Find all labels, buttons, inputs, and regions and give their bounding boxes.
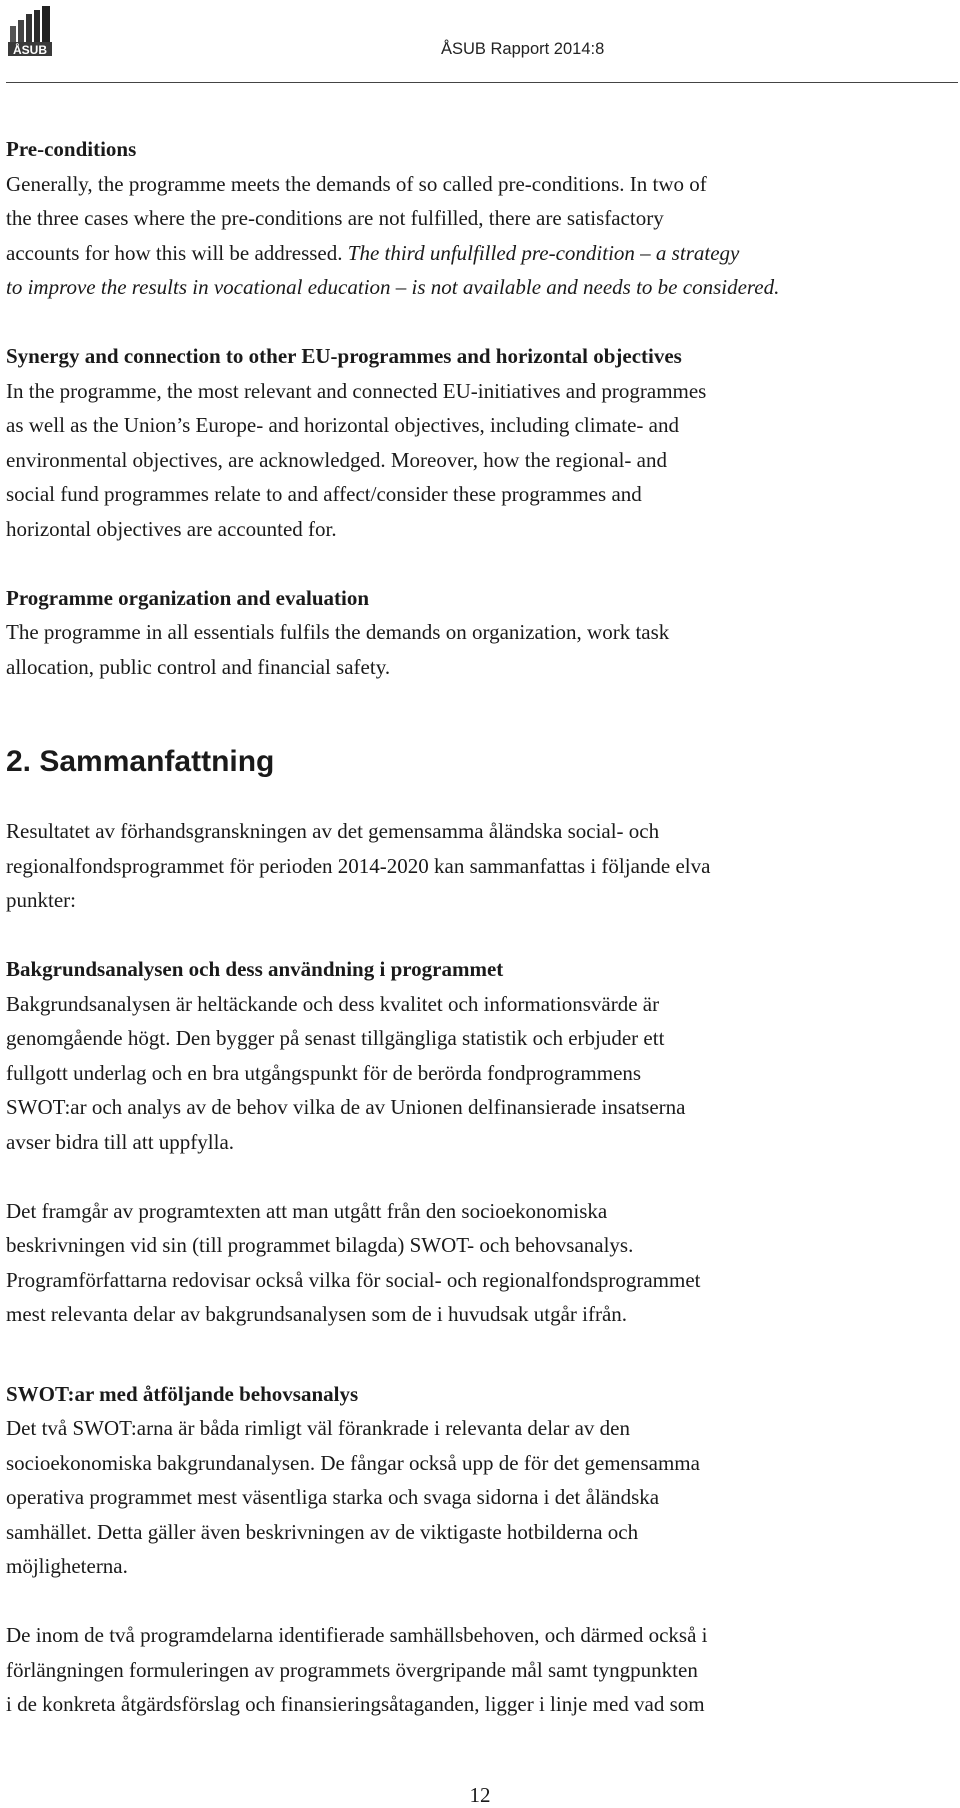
- text-line: The programme in all essentials fulfils the demands on organization, work task: [6, 620, 670, 644]
- document-body: [6, 132, 958, 1722]
- text-line: genomgående högt. Den bygger på senast tillgängliga statistik och erbjuder ett: [6, 1026, 665, 1050]
- logo-text: ÅSUB: [12, 43, 48, 57]
- text-line: Resultatet av förhandsgranskningen av det gemensamma åländska social- och: [6, 819, 660, 843]
- text-line: environmental objectives, are acknowledged. Moreover, how the regional- and: [6, 447, 667, 472]
- text-line: regionalfondsprogrammet för perioden 2014-2020 kan sammanfattas i följande elva: [6, 853, 711, 878]
- spacer: [6, 684, 958, 742]
- text-line: punkter:: [6, 888, 76, 912]
- text-line: Det två SWOT:arna är båda rimligt väl förankrade i relevanta delar av den: [6, 1416, 631, 1440]
- asub-logo-graphic: [6, 4, 58, 58]
- paragraph-background-2: [6, 1194, 958, 1332]
- text-line: In the programme, the most relevant and connected EU-initiatives and programmes: [6, 378, 707, 403]
- spacer: [6, 305, 958, 340]
- text-line: förlängningen formuleringen av programmets övergripande mål samt tyngpunkten: [6, 1657, 698, 1682]
- spacer: [6, 782, 958, 814]
- page-header: [0, 0, 960, 84]
- section-title-summary: 2. Sammanfattning: [6, 745, 275, 778]
- heading-preconditions: Pre-conditions: [6, 137, 137, 161]
- paragraph-swot: [6, 1411, 958, 1584]
- text-italic: to improve the results in vocational education – is not available and needs to be considered.: [6, 275, 780, 299]
- spacer: [6, 1159, 958, 1194]
- text-italic: The third unfulfilled pre-condition – a strategy: [347, 240, 740, 265]
- heading-background: Bakgrundsanalysen och dess användning i programmet: [6, 957, 504, 981]
- text-line: beskrivningen vid sin (till programmet bilagda) SWOT- och behovsanalys.: [6, 1233, 634, 1257]
- text-line: De inom de två programdelarna identifierade samhällsbehoven, och därmed också i: [6, 1623, 708, 1647]
- paragraph-organization: [6, 615, 958, 684]
- paragraph-summary-intro: [6, 814, 958, 918]
- report-title: ÅSUB Rapport 2014:8: [441, 40, 605, 58]
- heading-swot: SWOT:ar med åtföljande behovsanalys: [6, 1381, 359, 1406]
- text-line: Programförfattarna redovisar också vilka för social- och regionalfondsprogrammet: [6, 1267, 701, 1292]
- heading-organization: Programme organization and evaluation: [6, 585, 370, 610]
- section-synergy: [6, 339, 958, 546]
- section-summary: [6, 742, 958, 918]
- spacer: [6, 1332, 958, 1377]
- text-line: horizontal objectives are accounted for.: [6, 516, 337, 541]
- text-line: the three cases where the pre-conditions are not fulfilled, there are satisfactory: [6, 206, 664, 230]
- heading-synergy: Synergy and connection to other EU-programmes and horizontal objectives: [6, 344, 682, 368]
- text-line: Generally, the programme meets the demands of so called pre-conditions. In two of: [6, 171, 707, 196]
- text-plain: accounts for how this will be addressed.: [6, 240, 348, 265]
- text-line: Bakgrundsanalysen är heltäckande och dess kvalitet och informationsvärde är: [6, 991, 660, 1016]
- asub-logo: [6, 4, 58, 58]
- spacer: [6, 918, 958, 953]
- paragraph-preconditions: [6, 167, 958, 305]
- text-line: i de konkreta åtgärdsförslag och finansieringsåtaganden, ligger i linje med vad som: [6, 1692, 705, 1716]
- header-rule: [6, 82, 958, 83]
- text-line: SWOT:ar och analys av de behov vilka de av Unionen delfinansierade insatserna: [6, 1095, 686, 1119]
- text-line-mixed: [6, 236, 958, 271]
- section-swot: [6, 1377, 958, 1722]
- text-line: fullgott underlag och en bra utgångspunkt för de berörda fondprogrammens: [6, 1060, 642, 1085]
- section-preconditions: [6, 132, 958, 305]
- section-background: [6, 952, 958, 1332]
- paragraph-swot-2: [6, 1618, 958, 1722]
- text-line: Det framgår av programtexten att man utgått från den socioekonomiska: [6, 1198, 608, 1223]
- spacer: [6, 1584, 958, 1619]
- text-line: allocation, public control and financial safety.: [6, 654, 391, 679]
- paragraph-background: [6, 987, 958, 1160]
- spacer: [6, 546, 958, 581]
- paragraph-synergy: [6, 374, 958, 547]
- text-line: samhället. Detta gäller även beskrivningen av de viktigaste hotbilderna och: [6, 1519, 639, 1544]
- page-number: 12: [469, 1783, 491, 1807]
- section-organization: [6, 581, 958, 685]
- text-line: social fund programmes relate to and affect/consider these programmes and: [6, 482, 642, 506]
- text-line: as well as the Union’s Europe- and horizontal objectives, including climate- and: [6, 413, 679, 437]
- text-line-italic: [6, 270, 958, 305]
- text-line: socioekonomiska bakgrundanalysen. De fångar också upp de för det gemensamma: [6, 1450, 700, 1475]
- text-line: avser bidra till att uppfylla.: [6, 1129, 235, 1154]
- text-line: mest relevanta delar av bakgrundsanalysen som de i huvudsak utgår ifrån.: [6, 1302, 628, 1326]
- text-line: möjligheterna.: [6, 1554, 128, 1578]
- text-line: operativa programmet mest väsentliga starka och svaga sidorna i det åländska: [6, 1485, 660, 1509]
